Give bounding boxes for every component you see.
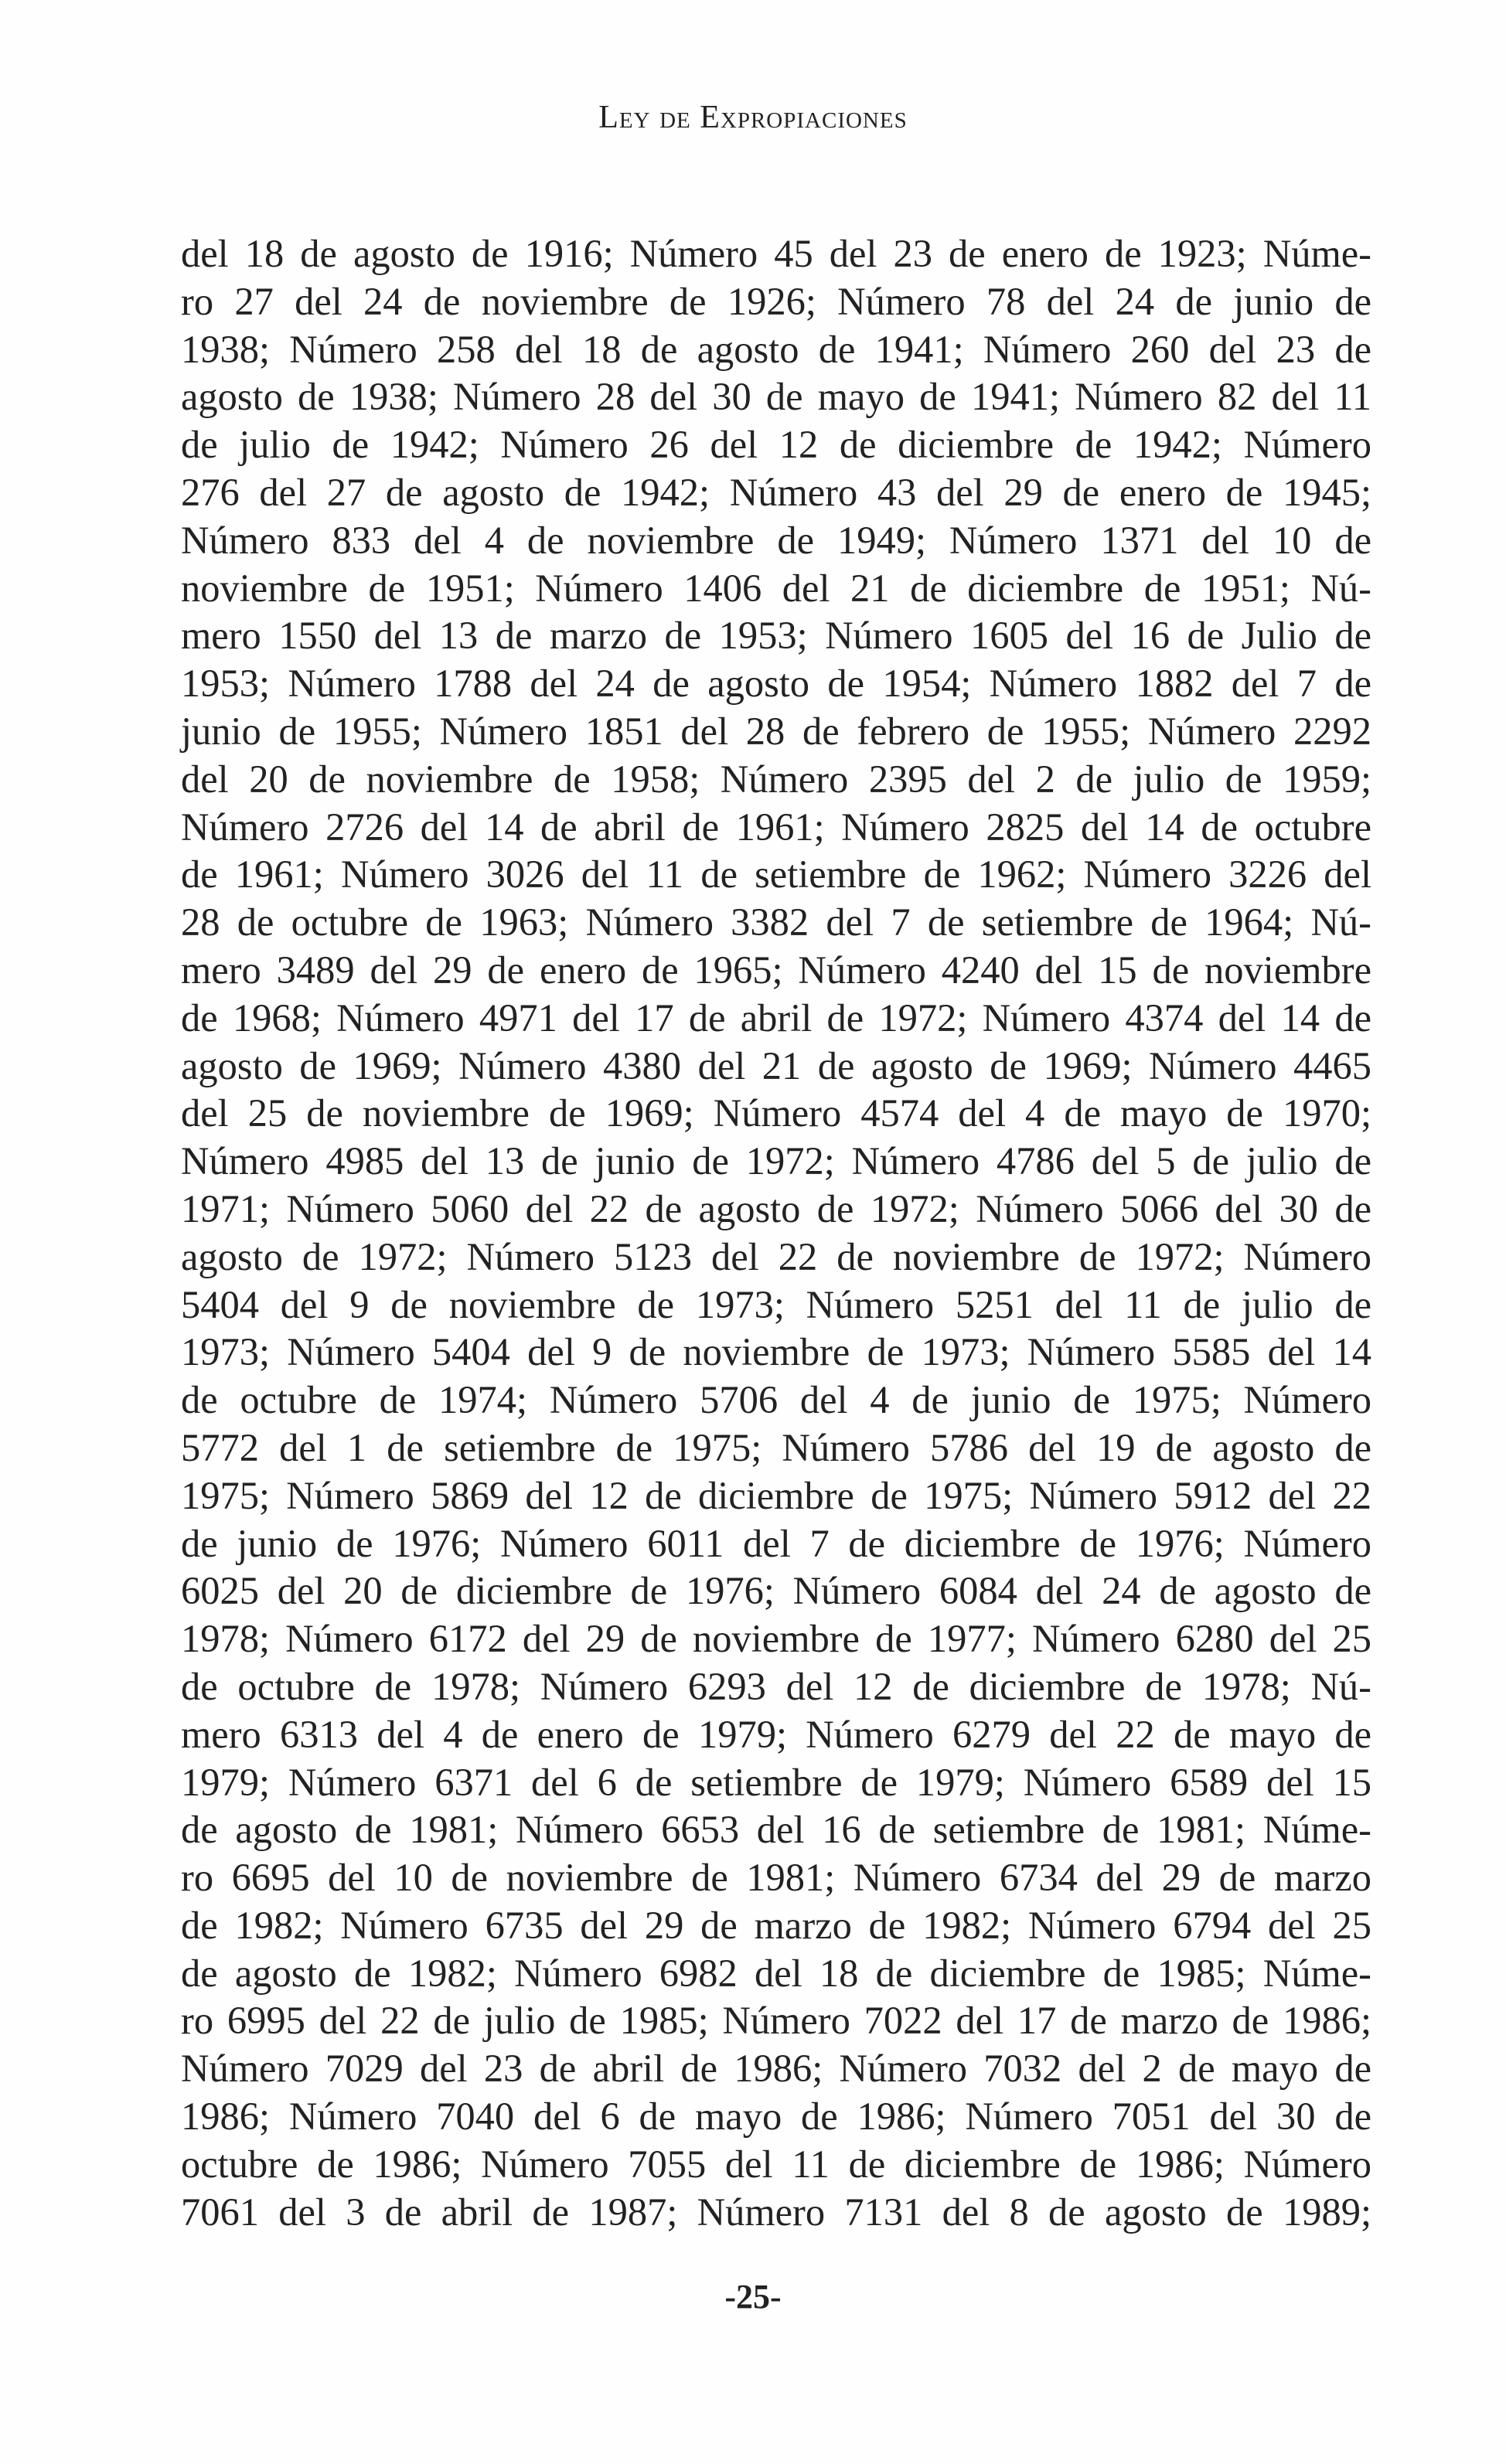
text-line: ro 6995 del 22 de julio de 1985; Número 7022 del 17 de marzo de 1986; [181,1999,1371,2043]
text-line: de junio de 1976; Número 6011 del 7 de diciembre de 1976; Número [181,1521,1371,1565]
text-line: junio de 1955; Número 1851 del 28 de febrero de 1955; Número 2292 [181,709,1371,753]
text-line: agosto de 1969; Número 4380 del 21 de agosto de 1969; Número 4465 [181,1043,1371,1087]
text-line: del 25 de noviembre de 1969; Número 4574 del 4 de mayo de 1970; [181,1091,1371,1135]
body-paragraph [181,230,1371,2236]
text-line: agosto de 1938; Número 28 del 30 de mayo de 1941; Número 82 del 11 [181,375,1371,419]
text-line: de octubre de 1974; Número 5706 del 4 de junio de 1975; Número [181,1378,1371,1422]
text-line: 1973; Número 5404 del 9 de noviembre de 1973; Número 5585 del 14 [181,1330,1371,1374]
text-line: 5404 del 9 de noviembre de 1973; Número 5251 del 11 de julio de [181,1282,1371,1326]
text-line: mero 6313 del 4 de enero de 1979; Número 6279 del 22 de mayo de [181,1712,1371,1756]
text-line: de 1968; Número 4971 del 17 de abril de 1972; Número 4374 del 14 de [181,995,1371,1040]
text-line: Número 7029 del 23 de abril de 1986; Número 7032 del 2 de mayo de [181,2047,1371,2091]
text-line: de octubre de 1978; Número 6293 del 12 de diciembre de 1978; Nú- [181,1664,1371,1708]
text-line: 1953; Número 1788 del 24 de agosto de 1954; Número 1882 del 7 de [181,662,1371,706]
text-line: mero 3489 del 29 de enero de 1965; Número 4240 del 15 de noviembre [181,948,1371,992]
text-line: Número 833 del 4 de noviembre de 1949; Número 1371 del 10 de [181,518,1371,562]
text-line: ro 27 del 24 de noviembre de 1926; Número 78 del 24 de junio de [181,279,1371,323]
text-line: del 18 de agosto de 1916; Número 45 del 23 de enero de 1923; Núme- [181,232,1371,275]
text-line: mero 1550 del 13 de marzo de 1953; Número 1605 del 16 de Julio de [181,614,1371,658]
text-line: del 20 de noviembre de 1958; Número 2395 del 2 de julio de 1959; [181,757,1371,801]
text-line: ro 6695 del 10 de noviembre de 1981; Número 6734 del 29 de marzo [181,1856,1371,1900]
text-line: 1978; Número 6172 del 29 de noviembre de 1977; Número 6280 del 25 [181,1617,1371,1661]
text-line: 5772 del 1 de setiembre de 1975; Número 5786 del 19 de agosto de [181,1425,1371,1469]
text-line: de 1961; Número 3026 del 11 de setiembre de 1962; Número 3226 del [181,853,1371,897]
text-line: 1971; Número 5060 del 22 de agosto de 1972; Número 5066 del 30 de [181,1186,1371,1230]
text-line: 28 de octubre de 1963; Número 3382 del 7 de setiembre de 1964; Nú- [181,900,1371,944]
text-line: 6025 del 20 de diciembre de 1976; Número 6084 del 24 de agosto de [181,1569,1371,1613]
text-line: 1979; Número 6371 del 6 de setiembre de 1979; Número 6589 del 15 [181,1760,1371,1804]
text-line: 1986; Número 7040 del 6 de mayo de 1986; Número 7051 del 30 de [181,2095,1371,2139]
text-line: de 1982; Número 6735 del 29 de marzo de 1982; Número 6794 del 25 [181,1903,1371,1947]
text-line: 1938; Número 258 del 18 de agosto de 1941; Número 260 del 23 de [181,327,1371,371]
text-line: de julio de 1942; Número 26 del 12 de diciembre de 1942; Número [181,423,1371,467]
running-header-title: Ley de Expropiaciones [598,100,908,135]
text-line: octubre de 1986; Número 7055 del 11 de diciembre de 1986; Número [181,2142,1371,2186]
text-line: de agosto de 1982; Número 6982 del 18 de diciembre de 1985; Núme- [181,1951,1371,1995]
text-line: 1975; Número 5869 del 12 de diciembre de 1975; Número 5912 del 22 [181,1473,1371,1517]
text-line: de agosto de 1981; Número 6653 del 16 de setiembre de 1981; Núme- [181,1808,1371,1852]
page-number: -25- [724,2278,782,2316]
text-line: Número 4985 del 13 de junio de 1972; Número 4786 del 5 de julio de [181,1139,1371,1183]
text-line: agosto de 1972; Número 5123 del 22 de noviembre de 1972; Número [181,1234,1371,1278]
text-line: 7061 del 3 de abril de 1987; Número 7131 del 8 de agosto de 1989; [181,2190,1371,2234]
text-line: noviembre de 1951; Número 1406 del 21 de diciembre de 1951; Nú- [181,566,1371,610]
text-line: 276 del 27 de agosto de 1942; Número 43 del 29 de enero de 1945; [181,470,1371,514]
text-line: Número 2726 del 14 de abril de 1961; Número 2825 del 14 de octubre [181,805,1371,849]
